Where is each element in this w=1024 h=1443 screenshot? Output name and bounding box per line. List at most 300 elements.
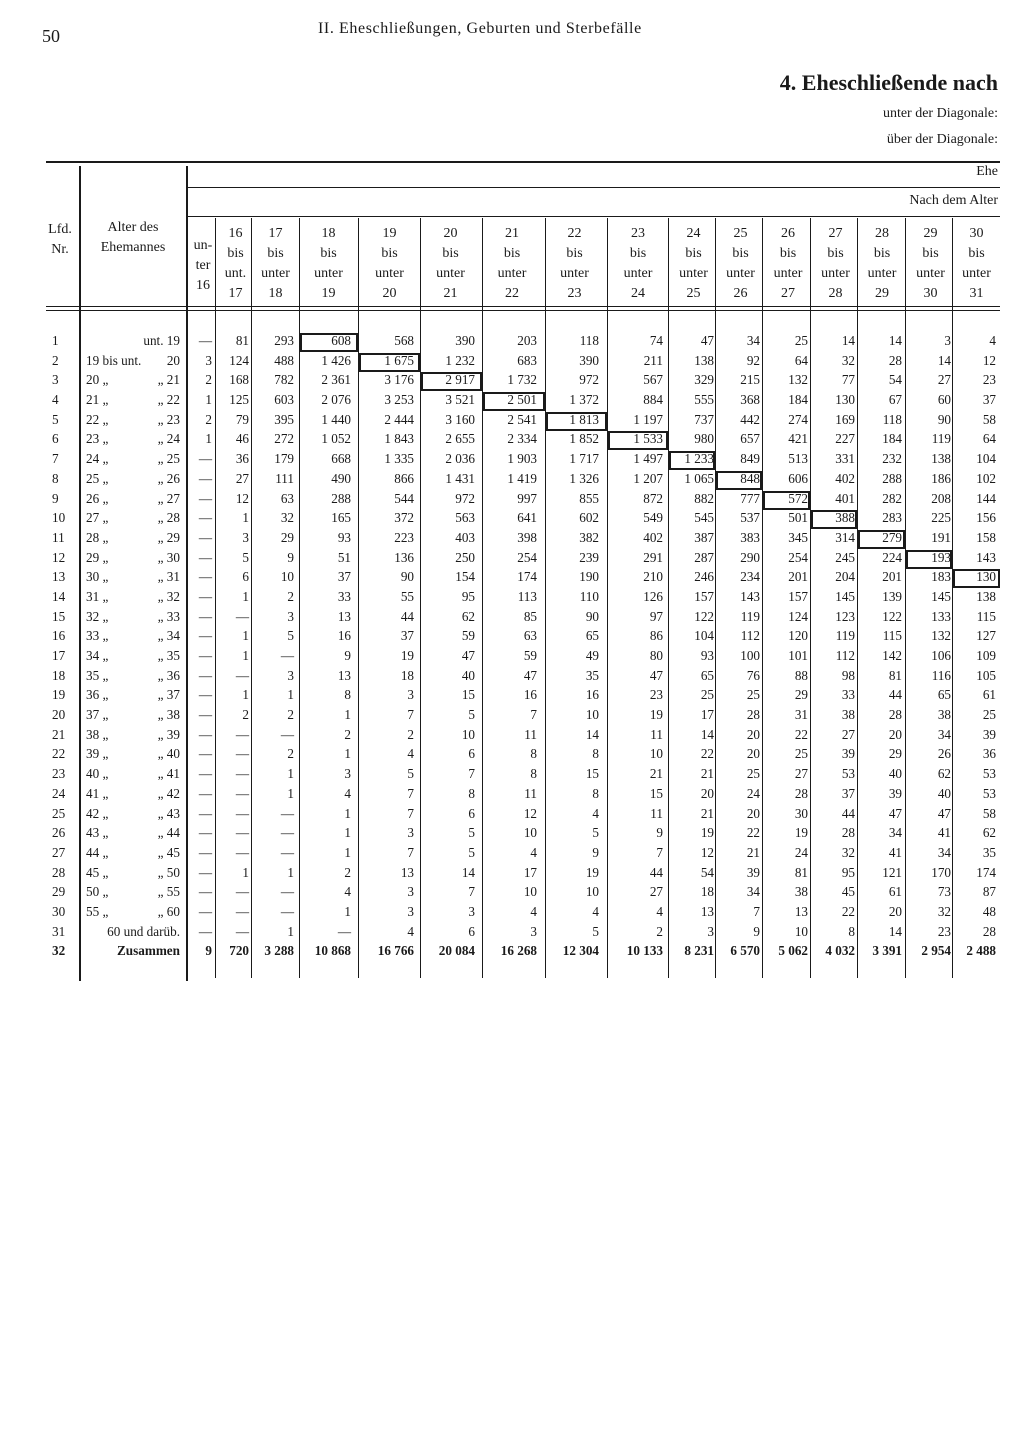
table-cell: — bbox=[198, 333, 212, 348]
table-cell: 81 bbox=[794, 864, 808, 880]
table-cell: 208 bbox=[931, 490, 951, 506]
table-cell: 4 bbox=[407, 746, 414, 762]
table-cell: 997 bbox=[517, 490, 537, 506]
table-cell: 488 bbox=[274, 352, 294, 368]
table-row: 22 39 „ „ 40 — — 2 1 4 6 8 8 10 22 20 25 39 29 26 36 bbox=[0, 744, 1024, 764]
table-cell: 1 bbox=[287, 687, 294, 703]
table-cell: 81 bbox=[235, 333, 249, 348]
table-cell: 118 bbox=[579, 333, 599, 348]
table-cell: — bbox=[198, 667, 212, 683]
table-cell: 6 bbox=[468, 805, 475, 821]
note-over-diagonal: über der Diagonale: bbox=[886, 132, 998, 147]
table-cell: 14 bbox=[585, 726, 599, 742]
table-row: 15 32 „ „ 33 — — 3 13 44 62 85 90 97 122 119 124 123 122 133 115 bbox=[0, 607, 1024, 627]
table-cell: 10 bbox=[461, 726, 475, 742]
table-cell: 73 bbox=[937, 884, 951, 900]
table-cell: 23 bbox=[982, 372, 996, 388]
table-cell: 184 bbox=[882, 431, 902, 447]
table-cell: 279 bbox=[882, 529, 902, 545]
table-cell: 1 bbox=[242, 687, 249, 703]
table-row: 2 19 bis unt. 20 3 124 488 1 426 1 675 1 232 683 390 211 138 92 64 32 28 14 12 bbox=[0, 351, 1024, 371]
table-cell: 88 bbox=[794, 667, 808, 683]
table-cell: 14 bbox=[888, 333, 902, 348]
table-cell: 34 bbox=[746, 333, 760, 348]
table-row: 9 26 „ „ 27 — 12 63 288 544 972 997 855 872 882 777 572 401 282 208 144 bbox=[0, 489, 1024, 509]
table-cell: 17 bbox=[523, 864, 537, 880]
table-cell: 1 426 bbox=[321, 352, 351, 368]
table-cell: 186 bbox=[931, 470, 951, 486]
table-cell: 21 bbox=[700, 766, 714, 782]
table-cell: 2 bbox=[407, 726, 414, 742]
table-cell: 47 bbox=[523, 667, 537, 683]
table-cell: 855 bbox=[579, 490, 599, 506]
table-cell: 7 bbox=[407, 844, 414, 860]
table-cell: 8 bbox=[468, 785, 475, 801]
table-cell: 174 bbox=[976, 864, 996, 880]
table-cell: 9 bbox=[344, 648, 351, 663]
diagonal-cell-box bbox=[546, 412, 607, 431]
header-lfd-nr: Lfd. Nr. bbox=[48, 222, 72, 257]
table-cell: 25 bbox=[746, 766, 760, 782]
table-cell: 19 bbox=[700, 825, 714, 841]
table-cell: 331 bbox=[835, 451, 855, 467]
table-cell: 19 bbox=[585, 864, 599, 880]
table-cell: 254 bbox=[788, 549, 808, 565]
table-cell: 3 521 bbox=[445, 392, 475, 408]
table-cell: 37 bbox=[337, 569, 351, 585]
table-cell: 35 bbox=[982, 844, 996, 860]
table-cell: 29 bbox=[888, 746, 902, 762]
table-cell: 2 361 bbox=[321, 372, 351, 388]
table-cell: 92 bbox=[746, 352, 760, 368]
table-cell: 3 bbox=[242, 529, 249, 545]
table-cell: 53 bbox=[982, 785, 996, 801]
table-cell: 3 bbox=[407, 825, 414, 841]
table-cell: 882 bbox=[694, 490, 714, 506]
table-cell: 179 bbox=[274, 451, 294, 467]
table-cell: 40 bbox=[937, 785, 951, 801]
table-cell: 3 bbox=[344, 766, 351, 782]
table-cell: 1 bbox=[242, 628, 249, 644]
table-cell: 849 bbox=[740, 451, 760, 467]
table-cell: 157 bbox=[788, 588, 808, 604]
row-number: 12 bbox=[52, 549, 66, 565]
table-cell: 31 bbox=[794, 707, 808, 723]
table-cell: 3 bbox=[407, 884, 414, 900]
table-cell: 79 bbox=[235, 411, 249, 427]
table-cell: 5 bbox=[287, 628, 294, 644]
table-cell: 11 bbox=[650, 805, 663, 821]
table-cell: 606 bbox=[788, 470, 808, 486]
row-number: 4 bbox=[52, 392, 59, 408]
table-cell: — bbox=[235, 884, 249, 900]
table-cell: 1 bbox=[242, 510, 249, 526]
table-cell: 44 bbox=[649, 864, 663, 880]
table-cell: 36 bbox=[982, 746, 996, 762]
table-cell: 884 bbox=[643, 392, 663, 408]
table-cell: 549 bbox=[643, 510, 663, 526]
column-header: 26 bis unter 27 bbox=[773, 226, 803, 301]
row-number: 5 bbox=[52, 411, 59, 427]
table-cell: 22 bbox=[700, 746, 714, 762]
table-cell: 2 444 bbox=[384, 411, 414, 427]
row-number: 16 bbox=[52, 628, 66, 644]
row-number: 17 bbox=[52, 648, 66, 663]
column-header: 24 bis unter 25 bbox=[679, 226, 708, 301]
table-row: 24 41 „ „ 42 — — 1 4 7 8 11 8 15 20 24 28 37 39 40 53 bbox=[0, 784, 1024, 804]
table-cell: 2 bbox=[344, 726, 351, 742]
table-cell: 20 bbox=[700, 785, 714, 801]
rule-nach-dem-alter bbox=[186, 216, 1000, 217]
table-cell: 14 bbox=[841, 333, 855, 348]
table-cell: 777 bbox=[740, 490, 760, 506]
table-cell: 421 bbox=[788, 431, 808, 447]
table-cell: 513 bbox=[788, 451, 808, 467]
table-cell: 2 bbox=[287, 707, 294, 723]
table-cell: 13 bbox=[794, 903, 808, 919]
table-cell: 156 bbox=[976, 510, 996, 526]
table-cell: 38 bbox=[794, 884, 808, 900]
table-cell: 130 bbox=[835, 392, 855, 408]
column-header: 22 bis unter 23 bbox=[560, 226, 589, 301]
table-cell: 47 bbox=[937, 805, 951, 821]
table-cell: 3 160 bbox=[445, 411, 475, 427]
table-cell: 111 bbox=[275, 470, 294, 486]
diagonal-cell-box bbox=[858, 530, 905, 549]
table-cell: 6 bbox=[242, 569, 249, 585]
table-cell: 1 bbox=[205, 431, 212, 447]
table-cell: 23 bbox=[649, 687, 663, 703]
table-cell: 90 bbox=[585, 608, 599, 624]
table-cell: 28 bbox=[746, 707, 760, 723]
table-cell: 866 bbox=[394, 470, 414, 486]
row-number: 7 bbox=[52, 451, 59, 467]
table-cell: 9 bbox=[205, 943, 212, 959]
table-cell: 387 bbox=[694, 529, 714, 545]
table-cell: — bbox=[280, 903, 294, 919]
table-cell: 3 bbox=[530, 923, 537, 939]
table-cell: 10 bbox=[794, 923, 808, 939]
table-row: 27 44 „ „ 45 — — — 1 7 5 4 9 7 12 21 24 32 41 34 35 bbox=[0, 843, 1024, 863]
table-cell: 246 bbox=[694, 569, 714, 585]
table-row: 17 34 „ „ 35 — 1 — 9 19 47 59 49 80 93 100 101 112 142 106 109 bbox=[0, 646, 1024, 666]
table-cell: 154 bbox=[455, 569, 475, 585]
table-cell: 37 bbox=[400, 628, 414, 644]
table-cell: 27 bbox=[794, 766, 808, 782]
column-header: 18 bis unter 19 bbox=[314, 226, 343, 301]
table-cell: 106 bbox=[931, 648, 951, 663]
table-cell: 27 bbox=[235, 470, 249, 486]
table-cell: 39 bbox=[982, 726, 996, 742]
table-cell: 28 bbox=[888, 707, 902, 723]
column-header: 20 bis unter 21 bbox=[436, 226, 465, 301]
table-cell: — bbox=[198, 588, 212, 604]
table-cell: 60 bbox=[937, 392, 951, 408]
table-cell: 132 bbox=[931, 628, 951, 644]
table-cell: 62 bbox=[982, 825, 996, 841]
table-cell: 65 bbox=[700, 667, 714, 683]
table-cell: 4 bbox=[344, 884, 351, 900]
table-cell: 388 bbox=[835, 510, 855, 526]
table-cell: 9 bbox=[753, 923, 760, 939]
table-cell: — bbox=[280, 805, 294, 821]
table-cell: 47 bbox=[700, 333, 714, 348]
table-cell: 7 bbox=[530, 707, 537, 723]
table-row: 21 38 „ „ 39 — — — 2 2 10 11 14 11 14 20 22 27 20 34 39 bbox=[0, 725, 1024, 745]
table-cell: 272 bbox=[274, 431, 294, 447]
table-cell: 39 bbox=[841, 746, 855, 762]
table-row: 13 30 „ „ 31 — 6 10 37 90 154 174 190 210 246 234 201 204 201 183 130 bbox=[0, 567, 1024, 587]
row-number: 27 bbox=[52, 844, 66, 860]
table-cell: 33 bbox=[337, 588, 351, 604]
table-cell: 203 bbox=[517, 333, 537, 348]
table-cell: — bbox=[280, 726, 294, 742]
table-cell: 1 bbox=[287, 923, 294, 939]
table-cell: 5 bbox=[468, 825, 475, 841]
table-cell: 77 bbox=[841, 372, 855, 388]
table-cell: 112 bbox=[835, 648, 855, 663]
table-cell: 537 bbox=[740, 510, 760, 526]
column-header: 17 bis unter 18 bbox=[261, 226, 290, 301]
table-cell: 46 bbox=[235, 431, 249, 447]
table-cell: 12 bbox=[523, 805, 537, 821]
header-age: Alter des Ehemannes bbox=[100, 220, 166, 255]
table-cell: 1 bbox=[242, 588, 249, 604]
table-cell: 23 bbox=[937, 923, 951, 939]
table-cell: 21 bbox=[649, 766, 663, 782]
table-cell: 20 bbox=[746, 805, 760, 821]
table-cell: — bbox=[198, 608, 212, 624]
table-cell: 61 bbox=[888, 884, 902, 900]
table-cell: 37 bbox=[841, 785, 855, 801]
table-cell: 25 bbox=[700, 687, 714, 703]
table-cell: — bbox=[235, 667, 249, 683]
table-cell: — bbox=[235, 608, 249, 624]
table-cell: 54 bbox=[700, 864, 714, 880]
table-cell: 210 bbox=[643, 569, 663, 585]
table-cell: 8 231 bbox=[684, 943, 714, 959]
table-cell: 12 bbox=[982, 352, 996, 368]
table-cell: 2 954 bbox=[921, 943, 951, 959]
diagonal-cell-box bbox=[953, 569, 1000, 588]
table-cell: 668 bbox=[331, 451, 351, 467]
table-cell: 1 431 bbox=[445, 470, 475, 486]
table-cell: 20 084 bbox=[438, 943, 475, 959]
table-cell: — bbox=[198, 451, 212, 467]
row-number: 1 bbox=[52, 333, 59, 348]
table-cell: 125 bbox=[229, 392, 249, 408]
row-number: 2 bbox=[52, 352, 59, 368]
table-cell: 95 bbox=[461, 588, 475, 604]
table-cell: 7 bbox=[468, 884, 475, 900]
table-row: 31 60 und darüb. — — 1 — 4 6 3 5 2 3 9 10 8 14 23 28 bbox=[0, 922, 1024, 942]
table-cell: 603 bbox=[274, 392, 294, 408]
table-cell: 101 bbox=[788, 648, 808, 663]
table-cell: 402 bbox=[835, 470, 855, 486]
table-cell: 567 bbox=[643, 372, 663, 388]
diagonal-cell-box bbox=[421, 372, 482, 391]
table-cell: 1 852 bbox=[569, 431, 599, 447]
row-number: 18 bbox=[52, 667, 66, 683]
table-cell: 657 bbox=[740, 431, 760, 447]
table-cell: 116 bbox=[931, 667, 951, 683]
table-cell: 59 bbox=[523, 648, 537, 663]
table-cell: 10 133 bbox=[626, 943, 663, 959]
table-cell: 133 bbox=[931, 608, 951, 624]
table-cell: — bbox=[198, 785, 212, 801]
table-cell: 3 176 bbox=[384, 372, 414, 388]
table-cell: — bbox=[198, 569, 212, 585]
table-row: 29 50 „ „ 55 — — — 4 3 7 10 10 27 18 34 38 45 61 73 87 bbox=[0, 882, 1024, 902]
table-cell: 25 bbox=[982, 707, 996, 723]
table-cell: 39 bbox=[888, 785, 902, 801]
table-cell: 3 bbox=[407, 903, 414, 919]
table-cell: 1 bbox=[344, 844, 351, 860]
table-cell: 100 bbox=[740, 648, 760, 663]
table-cell: 124 bbox=[788, 608, 808, 624]
table-cell: 44 bbox=[888, 687, 902, 703]
table-cell: 10 bbox=[523, 825, 537, 841]
table-row: 18 35 „ „ 36 — — 3 13 18 40 47 35 47 65 76 88 98 81 116 105 bbox=[0, 666, 1024, 686]
table-cell: 6 bbox=[468, 746, 475, 762]
table-cell: 11 bbox=[650, 726, 663, 742]
table-cell: 1 bbox=[344, 825, 351, 841]
table-cell: 7 bbox=[407, 785, 414, 801]
table-cell: 568 bbox=[394, 333, 414, 348]
table-cell: 211 bbox=[643, 352, 663, 368]
table-cell: 15 bbox=[649, 785, 663, 801]
table-cell: 97 bbox=[649, 608, 663, 624]
table-cell: 6 bbox=[468, 923, 475, 939]
table-cell: 21 bbox=[746, 844, 760, 860]
table-cell: 63 bbox=[523, 628, 537, 644]
table-cell: 18 bbox=[700, 884, 714, 900]
table-cell: 36 bbox=[235, 451, 249, 467]
table-cell: 121 bbox=[882, 864, 902, 880]
table-cell: 13 bbox=[700, 903, 714, 919]
table-cell: 55 bbox=[400, 588, 414, 604]
table-cell: 37 bbox=[982, 392, 996, 408]
table-cell: 2 501 bbox=[507, 392, 537, 408]
table-cell: 14 bbox=[461, 864, 475, 880]
table-cell: 7 bbox=[753, 903, 760, 919]
table-cell: 1 bbox=[287, 766, 294, 782]
table-cell: 47 bbox=[888, 805, 902, 821]
table-cell: 224 bbox=[882, 549, 902, 565]
table-cell: 38 bbox=[841, 707, 855, 723]
table-cell: 8 bbox=[592, 746, 599, 762]
table-cell: 225 bbox=[931, 510, 951, 526]
table-cell: 44 bbox=[400, 608, 414, 624]
table-cell: 143 bbox=[976, 549, 996, 565]
table-cell: — bbox=[198, 529, 212, 545]
table-cell: 136 bbox=[394, 549, 414, 565]
table-cell: 65 bbox=[937, 687, 951, 703]
table-cell: 110 bbox=[579, 588, 599, 604]
column-header: un- ter 16 bbox=[193, 238, 213, 293]
table-cell: 59 bbox=[461, 628, 475, 644]
table-row: 30 55 „ „ 60 — — — 1 3 3 4 4 4 13 7 13 22 20 32 48 bbox=[0, 902, 1024, 922]
column-header: 25 bis unter 26 bbox=[726, 226, 755, 301]
table-cell: 127 bbox=[976, 628, 996, 644]
table-row: 14 31 „ „ 32 — 1 2 33 55 95 113 110 126 157 143 157 145 139 145 138 bbox=[0, 587, 1024, 607]
table-cell: 2 bbox=[287, 588, 294, 604]
rule-ehe bbox=[186, 187, 1000, 188]
table-cell: 293 bbox=[274, 333, 294, 348]
table-cell: — bbox=[198, 805, 212, 821]
row-number: 3 bbox=[52, 372, 59, 388]
table-cell: 398 bbox=[517, 529, 537, 545]
row-number: 28 bbox=[52, 864, 66, 880]
table-cell: — bbox=[198, 549, 212, 565]
table-cell: — bbox=[235, 766, 249, 782]
table-cell: 49 bbox=[585, 648, 599, 663]
column-header: 16 bis unt. 17 bbox=[224, 226, 247, 301]
table-row: 20 37 „ „ 38 — 2 2 1 7 5 7 10 19 17 28 31 38 28 38 25 bbox=[0, 705, 1024, 725]
table-cell: 138 bbox=[694, 352, 714, 368]
table-cell: 48 bbox=[982, 903, 996, 919]
table-cell: 201 bbox=[882, 569, 902, 585]
table-cell: 30 bbox=[794, 805, 808, 821]
row-number: 11 bbox=[52, 529, 65, 545]
table-cell: — bbox=[235, 746, 249, 762]
table-cell: 8 bbox=[848, 923, 855, 939]
table-cell: — bbox=[198, 510, 212, 526]
table-cell: 602 bbox=[579, 510, 599, 526]
table-cell: — bbox=[198, 490, 212, 506]
table-cell: 81 bbox=[888, 667, 902, 683]
row-number: 26 bbox=[52, 825, 66, 841]
row-number: 13 bbox=[52, 569, 66, 585]
table-cell: 10 868 bbox=[314, 943, 351, 959]
table-cell: 8 bbox=[530, 746, 537, 762]
column-header: 19 bis unter 20 bbox=[375, 226, 404, 301]
table-cell: 291 bbox=[643, 549, 663, 565]
row-number: 30 bbox=[52, 903, 66, 919]
table-cell: 34 bbox=[746, 884, 760, 900]
row-number: 19 bbox=[52, 687, 66, 703]
table-cell: — bbox=[235, 903, 249, 919]
table-cell: 32 bbox=[841, 352, 855, 368]
table-cell: 62 bbox=[461, 608, 475, 624]
table-cell: 53 bbox=[982, 766, 996, 782]
table-cell: 683 bbox=[517, 352, 537, 368]
table-cell: 22 bbox=[794, 726, 808, 742]
table-cell: 10 bbox=[585, 884, 599, 900]
table-cell: 21 bbox=[700, 805, 714, 821]
table-cell: 13 bbox=[337, 667, 351, 683]
table-cell: 11 bbox=[524, 785, 537, 801]
table-cell: — bbox=[235, 825, 249, 841]
table-cell: 287 bbox=[694, 549, 714, 565]
table-cell: 115 bbox=[976, 608, 996, 624]
table-cell: 95 bbox=[841, 864, 855, 880]
table-cell: 283 bbox=[882, 510, 902, 526]
table-cell: 190 bbox=[579, 569, 599, 585]
table-cell: 290 bbox=[740, 549, 760, 565]
table-row: 19 36 „ „ 37 — 1 1 8 3 15 16 16 23 25 25 29 33 44 65 61 bbox=[0, 685, 1024, 705]
table-cell: 3 288 bbox=[264, 943, 294, 959]
table-cell: — bbox=[198, 687, 212, 703]
table-cell: 104 bbox=[976, 451, 996, 467]
column-header: 21 bis unter 22 bbox=[497, 226, 527, 301]
table-cell: 32 bbox=[937, 903, 951, 919]
table-cell: 274 bbox=[788, 411, 808, 427]
table-cell: 32 bbox=[280, 510, 294, 526]
table-cell: — bbox=[198, 766, 212, 782]
table-cell: 7 bbox=[468, 766, 475, 782]
table-cell: 8 bbox=[592, 785, 599, 801]
